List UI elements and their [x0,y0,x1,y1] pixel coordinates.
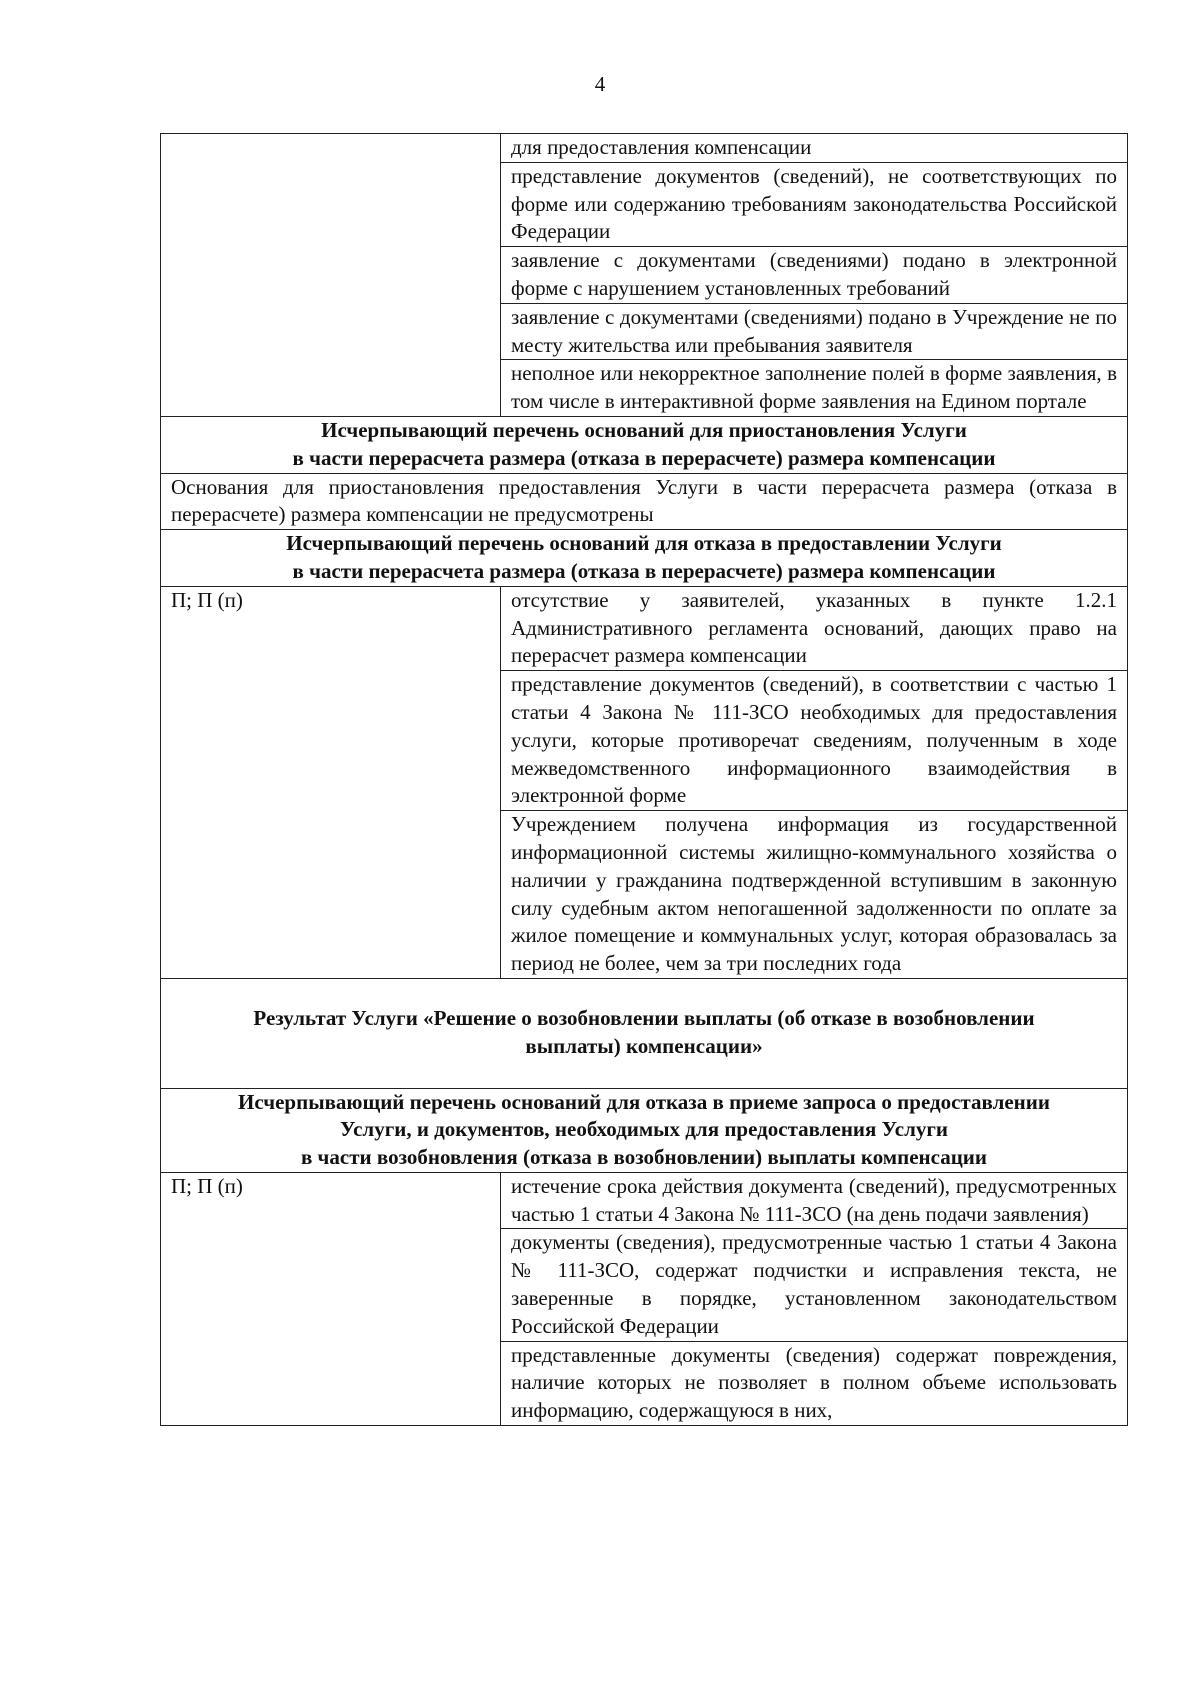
ground-item: представление документов (сведений), в соответствии с частью 1 статьи 4 Закона № 111-ЗСО необходимых для предоставления услуги, которые противоречат сведениям, полученным в ходе межведомственного информационного взаимодействия в электронной форме [501,671,1128,811]
codes-cell [161,134,501,417]
section-heading-row [161,416,1128,473]
section-heading-suspension [161,416,1128,473]
ground-item: документы (сведения), предусмотренные частью 1 статьи 4 Закона № 111-ЗСО, содержат подчистки и исправления текста, не заверенные в порядке, установленном законодательством Российской Федерации [501,1229,1128,1341]
heading-line: Результат Услуги «Решение о возобновлении выплаты (об отказе в возобновлении [253,1005,1035,1030]
heading-line: выплаты) компенсации» [525,1033,763,1058]
heading-line: в части перерасчета размера (отказа в перерасчете) размера компенсации [292,558,996,583]
section-heading-row [161,530,1128,587]
heading-line: в части возобновления (отказа в возобновлении) выплаты компенсации [300,1145,988,1170]
section-heading-refusal [161,530,1128,587]
section-heading-reception [161,1088,1128,1172]
section-heading-row [161,1088,1128,1172]
suspension-text: Основания для приостановления предоставления Услуги в части перерасчета размера (отказа в перерасчете) размера компенсации не предусмотрены [161,473,1128,530]
heading-line: в части перерасчета размера (отказа в перерасчете) размера компенсации [292,445,996,470]
ground-item: представленные документы (сведения) содержат повреждения, наличие которых не позволяет в полном объеме использовать информацию, содержащуюся в них, [501,1341,1128,1425]
page-number: 4 [594,72,606,96]
codes-cell: П; П (п) [161,1172,501,1425]
ground-item: Учреждением получена информация из государственной информационной системы жилищно-коммунального хозяйства о наличии у гражданина подтвержденной вступившим в законную силу судебным актом непогашенной задолженности по оплате за жилое помещение и коммунальных услуг, которая образовалась за период не более, чем за три последних года [501,811,1128,979]
table-row [161,1172,1128,1229]
heading-line: Исчерпывающий перечень оснований для приостановления Услуги [321,417,967,442]
ground-item: истечение срока действия документа (сведений), предусмотренных частью 1 статьи 4 Закона № 111-ЗСО (на день подачи заявления) [501,1172,1128,1229]
ground-item: заявление с документами (сведениями) подано в Учреждение не по месту жительства или пребывания заявителя [501,303,1128,360]
ground-item: отсутствие у заявителей, указанных в пункте 1.2.1 Административного регламента оснований, дающих право на перерасчет размера компенсации [501,586,1128,670]
ground-item: неполное или некорректное заполнение полей в форме заявления, в том числе в интерактивной форме заявления на Едином портале [501,360,1128,417]
heading-line: Исчерпывающий перечень оснований для отказа в приеме запроса о предоставлении [238,1089,1050,1114]
table-row [161,473,1128,530]
ground-item: представление документов (сведений), не соответствующих по форме или содержанию требованиям законодательства Российской Федерации [501,162,1128,246]
table-row [161,586,1128,670]
ground-item: заявление с документами (сведениями) подано в электронной форме с нарушением установленных требований [501,247,1128,304]
ground-item: для предоставления компенсации [501,134,1128,163]
section-heading-row [161,978,1128,1088]
codes-cell: П; П (п) [161,586,501,978]
grounds-table [160,133,1128,1426]
table-row [161,134,1128,163]
heading-line: Исчерпывающий перечень оснований для отказа в предоставлении Услуги [286,531,1002,556]
heading-line: Услуги, и документов, необходимых для предоставления Услуги [339,1117,949,1142]
result-heading [161,978,1128,1088]
